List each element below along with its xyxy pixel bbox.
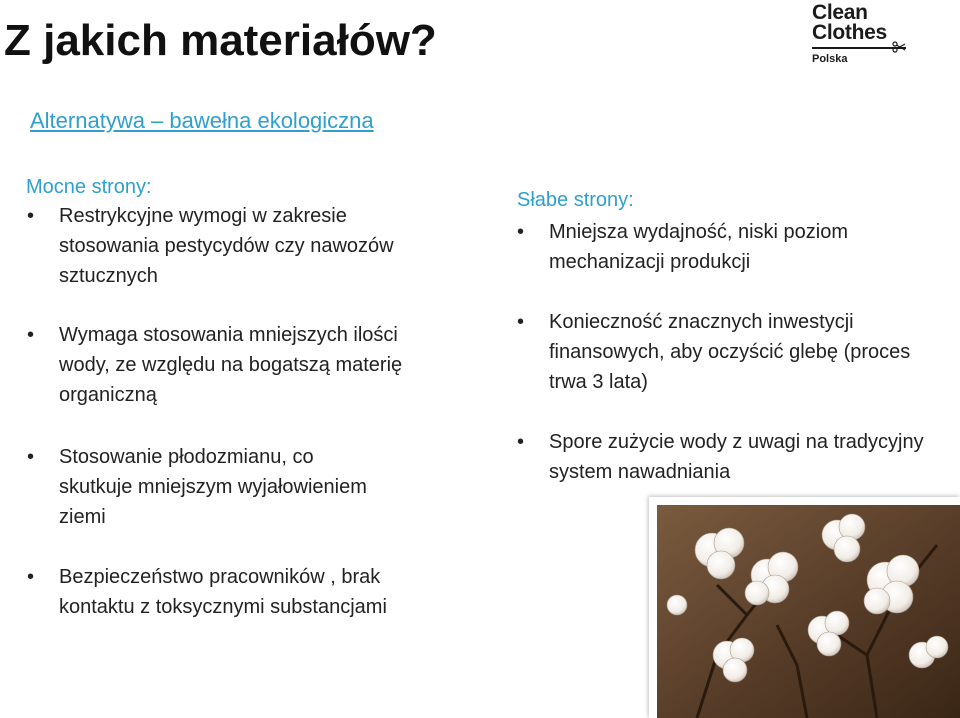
page-title: Z jakich materiałów?	[4, 16, 437, 65]
cotton-photo	[649, 497, 960, 718]
bullet-icon: •	[27, 566, 35, 588]
bullet-icon: •	[27, 205, 35, 227]
weaknesses-heading: Słabe strony:	[517, 189, 634, 211]
strength-item-3	[27, 442, 387, 532]
weakness-item-3	[517, 427, 937, 487]
cotton-bolls-image	[657, 505, 960, 718]
logo-line-3: Polska	[812, 53, 848, 65]
weakness-item-2	[517, 307, 937, 397]
weakness-item-3-text: Spore zużycie wody z uwagi na tradycyjny system nawadniania	[549, 431, 924, 483]
strengths-heading: Mocne strony:	[26, 176, 152, 198]
strength-item-1-text: Restrykcyjne wymogi w zakresie stosowania pestycydów czy nawozów sztucznych	[59, 205, 394, 287]
strength-item-4	[27, 562, 417, 622]
weakness-item-2-text: Konieczność znacznych inwestycji finansowych, aby oczyścić glebę (proces trwa 3 lata)	[549, 311, 911, 393]
bullet-icon: •	[27, 446, 35, 468]
bullet-icon: •	[517, 431, 525, 453]
strength-item-1	[27, 201, 427, 291]
strength-item-2-text: Wymaga stosowania mniejszych ilości wody, ze względu na bogatszą materię organiczną	[59, 324, 403, 406]
logo-line-2: Clothes	[812, 21, 887, 44]
strength-item-2	[27, 320, 427, 410]
weakness-item-1-text: Mniejsza wydajność, niski poziom mechanizacji produkcji	[549, 221, 849, 273]
strength-item-4-text: Bezpieczeństwo pracowników , brak kontaktu z toksycznymi substancjami	[59, 566, 387, 618]
clean-clothes-logo	[806, 0, 914, 70]
bullet-icon: •	[517, 221, 525, 243]
strength-item-3-text: Stosowanie płodozmianu, co skutkuje mniejszym wyjałowieniem ziemi	[59, 446, 367, 528]
bullet-icon: •	[517, 311, 525, 333]
bullet-icon: •	[27, 324, 35, 346]
weakness-item-1	[517, 217, 937, 277]
subtitle-link[interactable]: Alternatywa – bawełna ekologiczna	[30, 108, 374, 133]
scissors-icon	[892, 41, 906, 53]
logo-line-1: Clean	[812, 1, 868, 24]
